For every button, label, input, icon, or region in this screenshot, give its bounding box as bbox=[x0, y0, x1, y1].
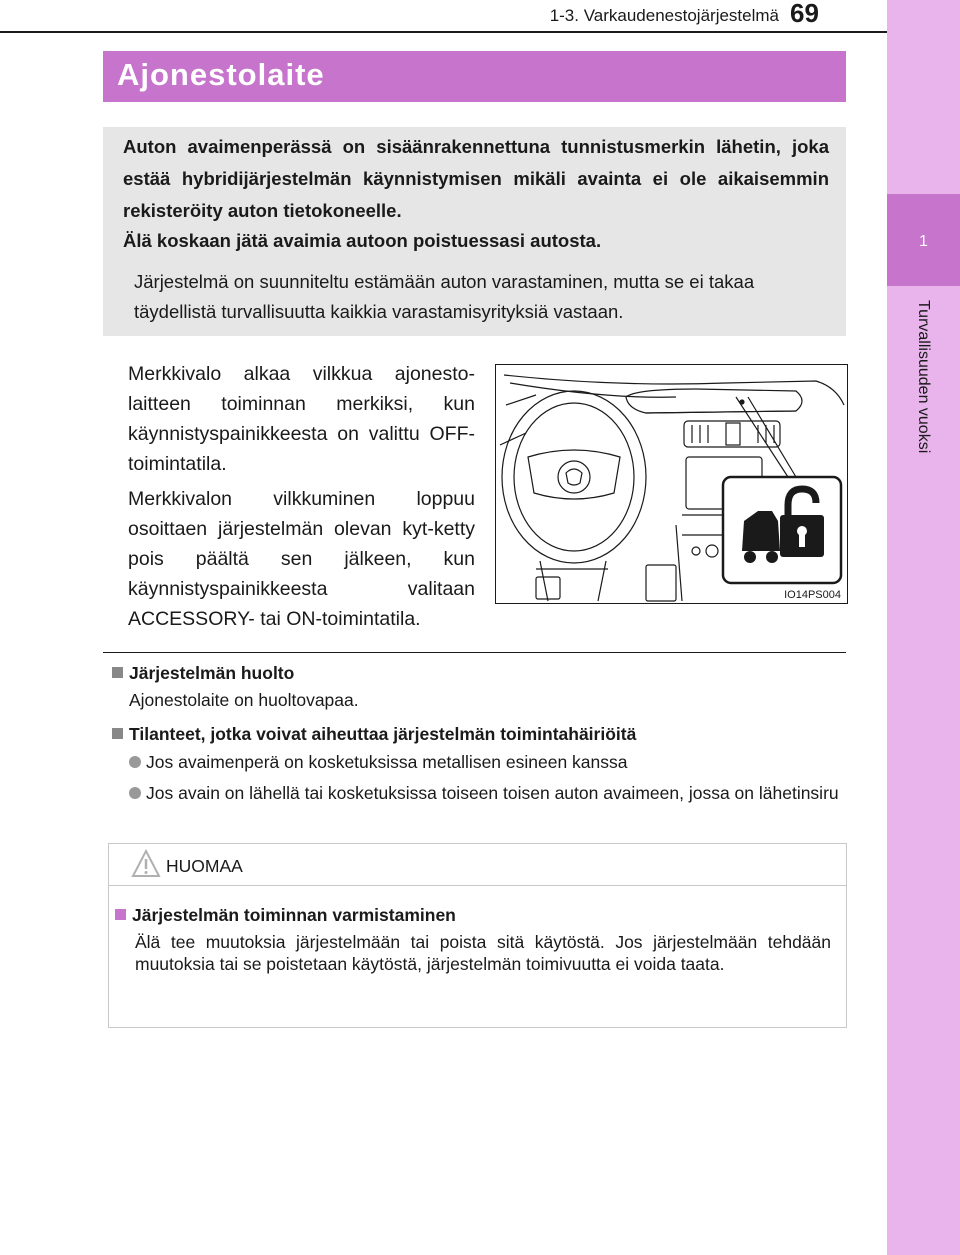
square-bullet-icon bbox=[112, 667, 123, 678]
notice-text: Älä tee muutoksia järjestelmään tai poista sitä käytöstä. Jos järjestelmään tehdään muutoksia tai se poistetaan käytöstä, järjestelmän toimivuutta ei voida taata. bbox=[135, 932, 831, 974]
notice-label: HUOMAA bbox=[166, 856, 243, 876]
maintenance-text: Ajonestolaite on huoltovapaa. bbox=[129, 690, 359, 710]
car-lock-indicator-icon bbox=[723, 477, 841, 583]
chapter-title: Turvallisuuden vuoksi bbox=[915, 300, 932, 454]
page-number: 69 bbox=[790, 0, 819, 28]
notice-header bbox=[109, 844, 846, 886]
intro-box bbox=[103, 127, 846, 336]
page-header bbox=[0, 0, 887, 32]
figure-code: IO14PS004 bbox=[784, 589, 841, 601]
header-rule bbox=[0, 31, 887, 33]
round-bullet-icon bbox=[129, 756, 141, 768]
square-bullet-icon bbox=[115, 909, 126, 920]
paragraph-indicator-on: Merkkivalo alkaa vilkkua ajonesto-laitteen toiminnan merkiksi, kun käynnistyspainikkeesta on valittu OFF-toimintatila. bbox=[128, 363, 475, 475]
paragraph-indicator-off: Merkkivalon vilkkuminen loppuu osoittaen järjestelmän olevan kyt-ketty pois päältä sen jälkeen, kun käynnistyspainikkeesta valitaan ACCESSORY- tai ON-toimintatila. bbox=[128, 488, 475, 630]
notice-box bbox=[108, 843, 847, 1028]
intro-text: Auton avaimenperässä on sisäänrakennettuna tunnistusmerkin lähetin, joka estää hybridijärjestelmän käynnistymisen mikäli avainta ei ole aikaisemmin rekisteröity auton tietokoneelle. bbox=[123, 136, 829, 221]
notice-heading: Järjestelmän toiminnan varmistaminen bbox=[115, 905, 456, 926]
list-item: Jos avaimenperä on kosketuksissa metallisen esineen kanssa bbox=[129, 751, 849, 773]
dashboard-illustration bbox=[496, 365, 847, 603]
intro-note: Järjestelmä on suunniteltu estämään auton varastaminen, mutta se ei takaa täydellistä turvallisuutta kaikkia varastamisyrityksiä vastaan. bbox=[134, 271, 755, 322]
section-divider bbox=[103, 652, 846, 653]
page-title: Ajonestolaite bbox=[117, 57, 325, 92]
chapter-side-tab bbox=[887, 0, 960, 1255]
chapter-number: 1 bbox=[919, 233, 928, 250]
warning-triangle-icon bbox=[131, 849, 161, 879]
round-bullet-icon bbox=[129, 787, 141, 799]
list-item: Jos avain on lähellä tai kosketuksissa toiseen toisen auton avaimeen, jossa on lähetinsiru bbox=[129, 782, 849, 804]
section-title: 1-3. Varkaudenestojärjestelmä bbox=[549, 6, 779, 25]
title-bar bbox=[103, 51, 846, 102]
square-bullet-icon bbox=[112, 728, 123, 739]
intro-warning: Älä koskaan jätä avaimia autoon poistuessasi autosta. bbox=[123, 230, 602, 251]
dashboard-figure bbox=[495, 364, 848, 604]
heading-maintenance: Järjestelmän huolto bbox=[112, 663, 294, 684]
heading-malfunction: Tilanteet, jotka voivat aiheuttaa järjestelmän toimintahäiriöitä bbox=[112, 724, 636, 745]
